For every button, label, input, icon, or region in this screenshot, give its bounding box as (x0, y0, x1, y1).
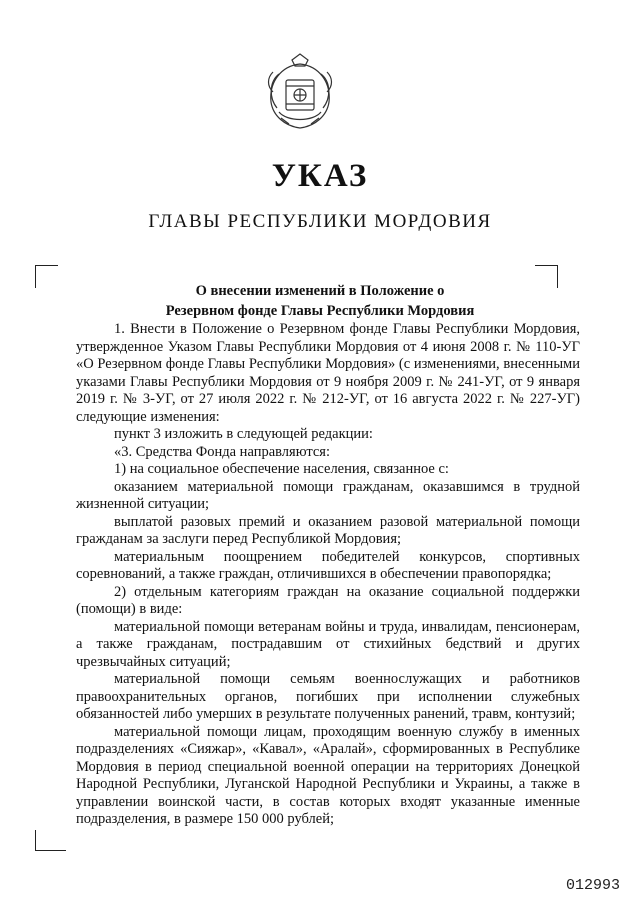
heading-line: Резервном фонде Главы Республики Мордовия (165, 303, 475, 319)
paragraph: материальной помощи семьям военнослужащих и работников правоохранительных органов, погибших при исполнении служебных обязанностей либо умерших в результате полученных ранений, травм, контузий; (76, 671, 580, 722)
paragraph: 2) отдельным категориям граждан на оказание социальной поддержки (помощи) в виде: (76, 583, 580, 617)
document-heading (60, 281, 580, 321)
paragraph: пункт 3 изложить в следующей редакции: (114, 426, 373, 442)
paragraph: 1. Внести в Положение о Резервном фонде Главы Республики Мордовия, утвержденное Указом Главы Республики Мордовия от 4 июня 2008 г. № 110-УГ «О Резервном фонде Главы Республики Мордовия» (с изменениями, внесенными указами Главы Республики Мордовия от 9 ноября 2009 г. № 241-УГ, от 9 января 2019 г. № 3-УГ, от 27 июля 2022 г. № 212-УГ, от 16 августа 2022 г. № 227-УГ) следующие изменения: (76, 321, 580, 425)
paragraph: 1) на социальное обеспечение населения, связанное с: (114, 461, 449, 477)
corner-mark-top-left (35, 265, 58, 288)
paragraph: материальным поощрением победителей конкурсов, спортивных соревнований, а также граждан, отличившихся в обеспечении правопорядка; (76, 548, 580, 582)
serial-number: 012993 (566, 877, 621, 894)
paragraph: выплатой разовых премий и оказанием разовой материальной помощи гражданам за заслуги перед Республикой Мордовия; (76, 513, 580, 547)
page-subtitle: ГЛАВЫ РЕСПУБЛИКИ МОРДОВИЯ (148, 211, 492, 232)
document-body (76, 321, 580, 829)
page-title: УКАЗ (271, 158, 369, 194)
paragraph: оказанием материальной помощи гражданам, оказавшимся в трудной жизненной ситуации; (76, 478, 580, 512)
paragraph: материальной помощи ветеранам войны и труда, инвалидам, пенсионерам, а также гражданам, пострадавшим от стихийных бедствий и других чрезвычайных ситуаций; (76, 618, 580, 670)
paragraph: «3. Средства Фонда направляются: (114, 443, 330, 460)
corner-mark-bottom-left (35, 830, 66, 851)
heading-line: О внесении изменений в Положение о (195, 283, 445, 299)
paragraph: материальной помощи лицам, проходящим военную службу в именных подразделениях «Сияжар», «Кавал», «Аралай», сформированных в Республике Мордовия в период специальной военной операции на территориях Донецкой Народной Республики, Луганской Народной Республики и Украины, а также в управлении воинской части, в состав которых входят указанные именные подразделения, в размере 150 000 рублей; (76, 723, 580, 827)
coat-of-arms-emblem-icon (259, 52, 341, 134)
